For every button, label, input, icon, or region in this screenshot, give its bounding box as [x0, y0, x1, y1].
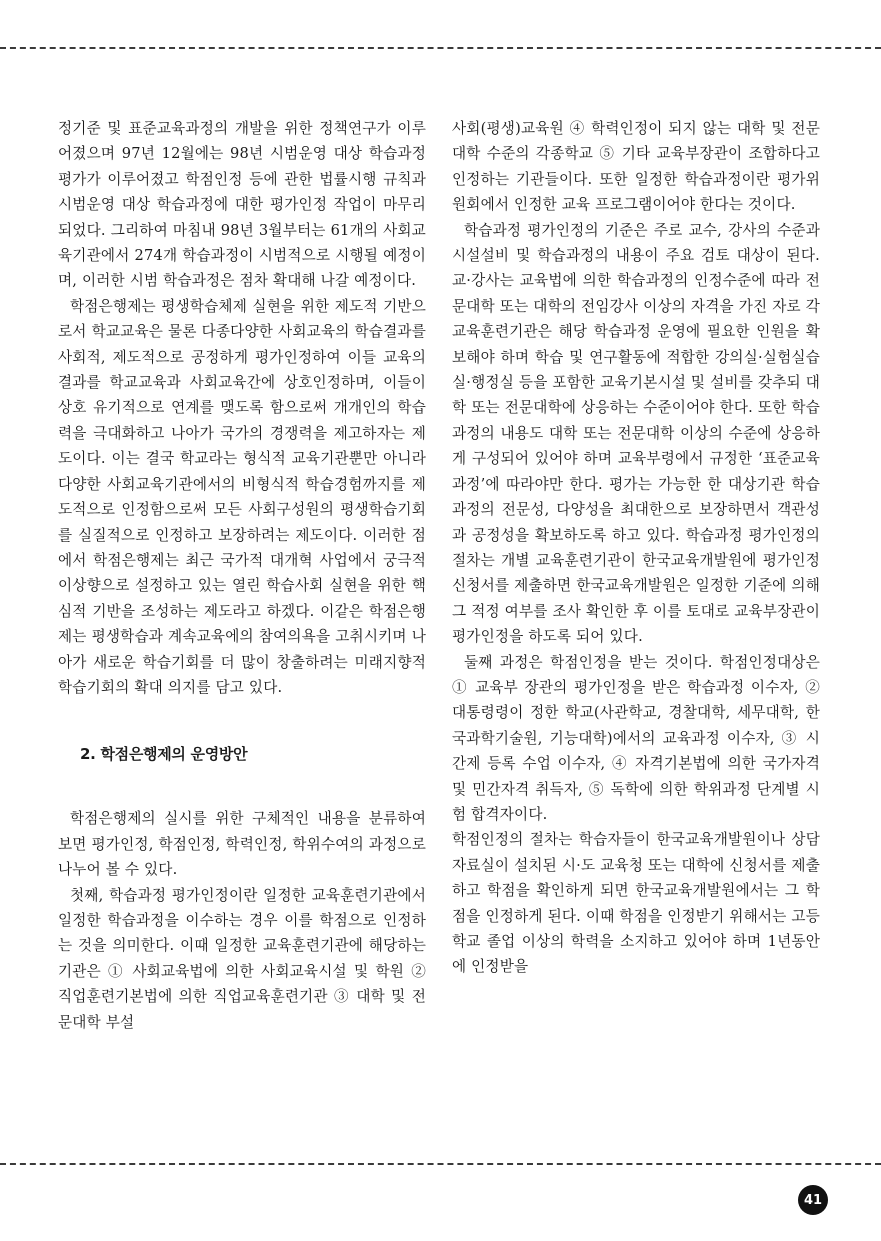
left-column [58, 116, 426, 1035]
body-paragraph: 첫째, 학습과정 평가인정이란 일정한 교육훈련기관에서 일정한 학습과정을 이수하는 경우 이를 학점으로 인정하는 것을 의미한다. 이때 일정한 교육훈련기관에 해당하는 기관은 ① 사회교육법에 의한 사회교육시설 및 학원 ② 직업훈련기본법에 의한 직업교육훈련기관 ③ 대학 및 전문대학 부설 [58, 886, 426, 1031]
page-number-badge [798, 1185, 828, 1215]
body-paragraph: 학점은행제는 평생학습체제 실현을 위한 제도적 기반으로서 학교교육은 물론 다종다양한 사회교육의 학습결과를 사회적, 제도적으로 공정하게 평가인정하여 이들 교육의 결과를 학교교육과 사회교육간에 상호인정하며, 이들이 상호 유기적으로 연계를 맺도록 함으로써 개개인의 학습력을 극대화하고 나아가 국가의 경쟁력을 제고하자는 제도이다. 이는 결국 학교라는 형식적 교육기관뿐만 아니라 다양한 사회교육기관에서의 비형식적 학습경험까지를 제도적으로 인정함으로써 모든 사회구성원의 평생학습기회를 실질적으로 인정하고 보장하려는 제도이다. 이러한 점에서 학점은행제는 최근 국가적 대개혁 사업에서 궁극적 이상향으로 설정하고 있는 열린 학습사회 실현을 위한 핵심적 기반을 조성하는 제도라고 하겠다. 이같은 학점은행제는 평생학습과 계속교육에의 참여의욕을 고취시키며 나아가 새로운 학습기회를 더 많이 창출하려는 미래지향적 학습기회의 확대 의지를 담고 있다. [58, 297, 426, 696]
body-paragraph: 학점은행제의 실시를 위한 구체적인 내용을 분류하여 보면 평가인정, 학점인정, 학력인정, 학위수여의 과정으로 나누어 볼 수 있다. [58, 810, 426, 879]
right-column [452, 116, 820, 980]
top-dashed-rule [0, 47, 881, 49]
body-paragraph: 학습과정 평가인정의 기준은 주로 교수, 강사의 수준과 시설설비 및 학습과정의 내용이 주요 검토 대상이 된다. 교·강사는 교육법에 의한 학습과정의 인정수준에 따라 전문대학 또는 대학의 전임강사 이상의 자격을 가진 자로 각 교육훈련기관은 해당 학습과정 운영에 필요한 인원을 확보해야 하며 학습 및 연구활동에 적합한 강의실·실험실습실·행정실 등을 포함한 교육기본시설 및 설비를 갖추되 대학 또는 전문대학에 상응하는 수준이어야 한다. 또한 학습과정의 내용도 대학 또는 전문대학 이상의 수준에 상응하게 구성되어 있어야 하며 교육부령에서 규정한 ‘표준교육과정’에 따라야만 한다. 평가는 가능한 한 대상기관 학습과정의 전문성, 다양성을 최대한으로 보장하면서 객관성과 공정성을 확보하도록 하고 있다. 학습과정 평가인정의 절차는 개별 교육훈련기관이 한국교육개발원에 평가인정 신청서를 제출하면 한국교육개발원은 일정한 기준에 의해 그 적정 여부를 조사 확인한 후 이를 토대로 교육부장관이 평가인정을 하도록 되어 있다. [452, 221, 820, 646]
body-paragraph: 학점인정의 절차는 학습자들이 한국교육개발원이나 상담자료실이 설치된 시·도 교육청 또는 대학에 신청서를 제출하고 학점을 확인하게 되면 한국교육개발원에서는 그 학점을 인정하게 된다. 이때 학점을 인정받기 위해서는 고등학교 졸업 이상의 학력을 소지하고 있어야 하며 1년동안에 인정받을 [452, 831, 820, 976]
body-paragraph: 정기준 및 표준교육과정의 개발을 위한 정책연구가 이루어졌으며 97년 12월에는 98년 시범운영 대상 학습과정 평가가 이루어졌고 학점인정 등에 관한 법률시행 규칙과 시범운영 대상 학습과정에 대한 평가인정 작업이 마무리되었다. 그리하여 마침내 98년 3월부터는 61개의 사회교육기관에서 274개 학습과정이 시범적으로 시행될 예정이며, 이러한 시범 학습과정은 점차 확대해 나갈 예정이다. [58, 120, 426, 290]
bottom-dashed-rule [0, 1163, 881, 1165]
section-heading: 2. 학점은행제의 운영방안 [80, 745, 248, 764]
page-number: 41 [803, 1192, 823, 1208]
body-paragraph: 둘째 과정은 학점인정을 받는 것이다. 학점인정대상은 ① 교육부 장관의 평가인정을 받은 학습과정 이수자, ② 대통령령이 정한 학교(사관학교, 경찰대학, 세무대학, 한국과학기술원, 기능대학)에서의 교육과정 이수자, ③ 시간제 등록 수업 이수자, ④ 자격기본법에 의한 국가자격 및 민간자격 취득자, ⑤ 독학에 의한 학위과정 단계별 시험 합격자이다. [452, 653, 820, 823]
body-paragraph: 사회(평생)교육원 ④ 학력인정이 되지 않는 대학 및 전문대학 수준의 각종학교 ⑤ 기타 교육부장관이 조합하다고 인정하는 기관들이다. 또한 일정한 학습과정이란 평가위원회에서 인정한 교육 프로그램이어야 한다는 것이다. [452, 120, 820, 214]
